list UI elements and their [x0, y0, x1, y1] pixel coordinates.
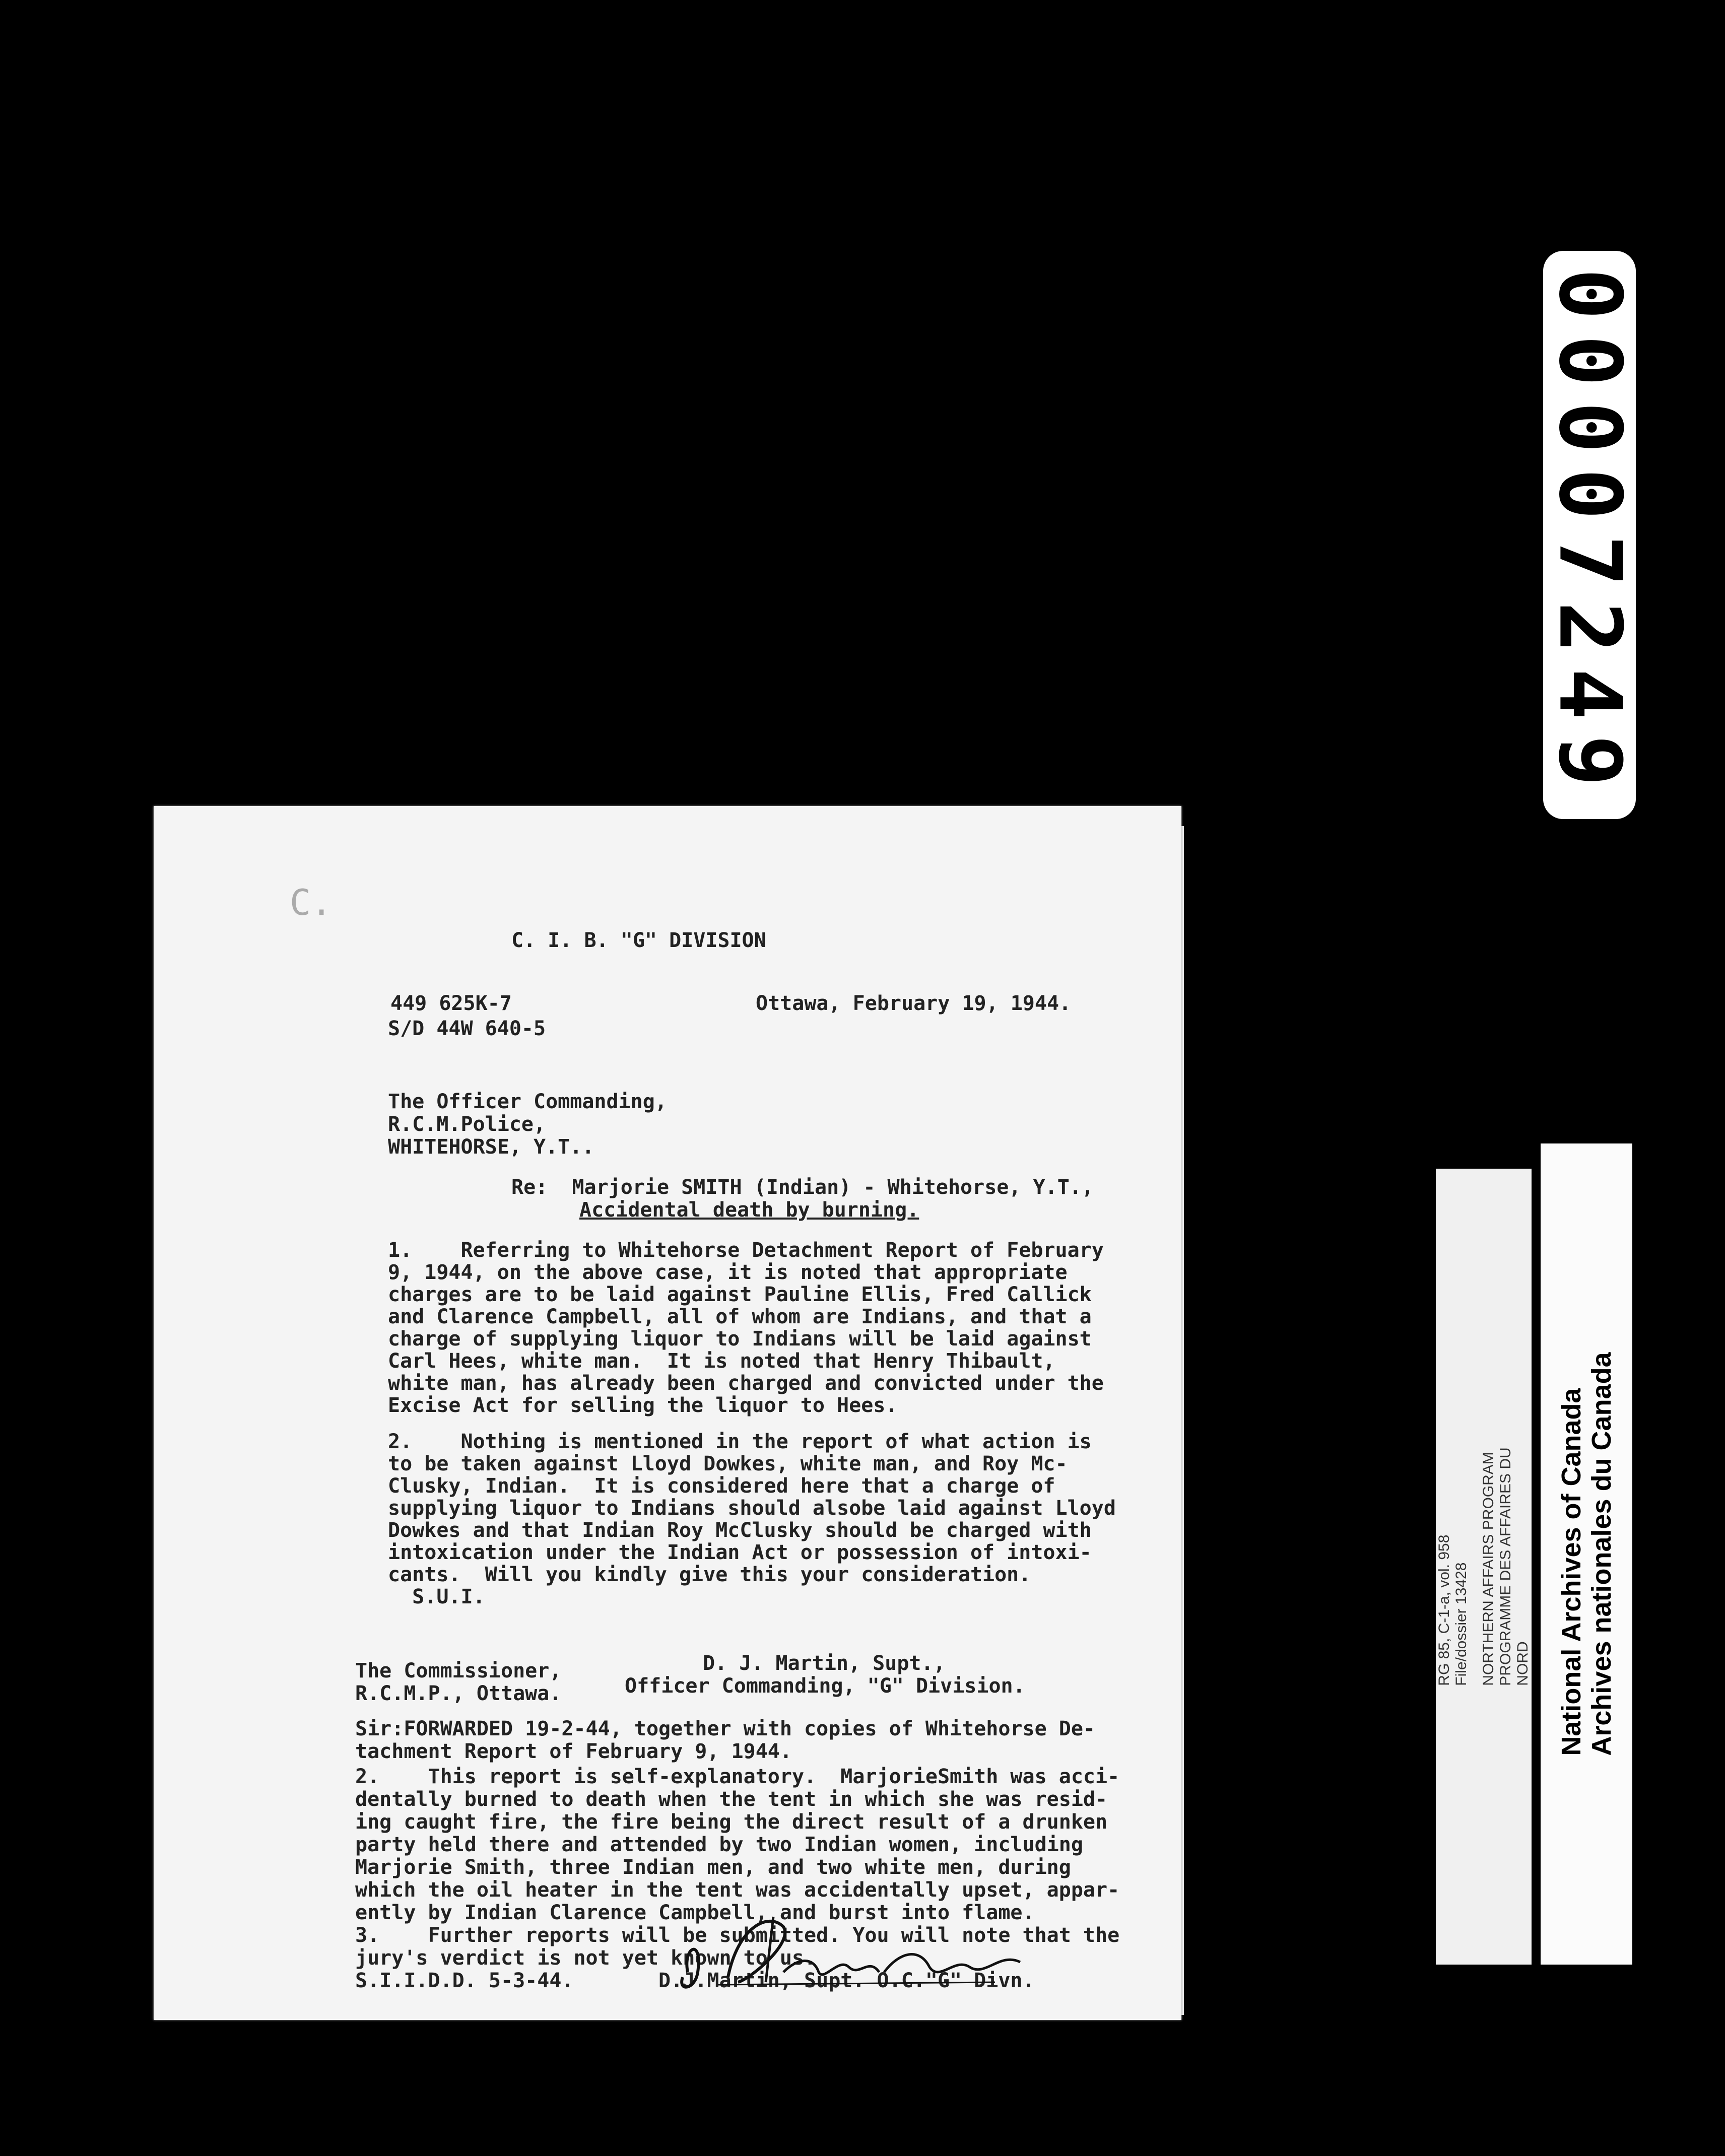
paragraph-line: and Clarence Campbell, all of whom are Indians, and that a: [388, 1305, 1092, 1328]
paragraph-line: S.I.I.D.D. 5-3-44. D.J.Martin, Supt. O.C."G" Divn.: [355, 1969, 1035, 1992]
recipient-line: R.C.M.P., Ottawa.: [355, 1682, 562, 1705]
paragraph-line: 2. Nothing is mentioned in the report of what action is: [388, 1430, 1092, 1453]
archive-name-line: Archives nationales du Canada: [1586, 1352, 1617, 1756]
paragraph-line: ently by Indian Clarence Campbell, and burst into flame.: [355, 1901, 1035, 1924]
paragraph-line: tachment Report of February 9, 1944.: [355, 1740, 792, 1763]
paragraph-line: party held there and attended by two Indian women, including: [355, 1833, 1083, 1856]
signer-line: D. J. Martin, Supt.,: [703, 1652, 946, 1675]
paragraph-line: S.U.I.: [388, 1585, 485, 1608]
paragraph-line: to be taken against Lloyd Dowkes, white man, and Roy Mc-: [388, 1452, 1068, 1475]
paragraph-line: Clusky, Indian. It is considered here that a charge of: [388, 1474, 1055, 1498]
document-header: C. I. B. "G" DIVISION: [511, 929, 766, 952]
program-line: NORD: [1514, 1641, 1531, 1686]
paragraph-line: ing caught fire, the fire being the direct result of a drunken: [355, 1810, 1108, 1834]
paragraph-line: jury's verdict is not yet known to us.: [355, 1946, 817, 1970]
addressee-line: R.C.M.Police,: [388, 1113, 546, 1136]
paragraph-line: cants. Will you kindly give this your consideration.: [388, 1563, 1031, 1586]
paragraph-line: supplying liquor to Indians should alsobe laid against Lloyd: [388, 1497, 1116, 1520]
paragraph-line: 2. This report is self-explanatory. MarjorieSmith was acci-: [355, 1765, 1120, 1788]
file-reference: 449 625K-7: [390, 992, 512, 1015]
program-line: PROGRAMME DES AFFAIRES DU: [1497, 1447, 1514, 1686]
subject-line: Re: Marjorie SMITH (Indian) - Whitehorse, Y.T.,: [511, 1176, 1094, 1199]
archive-reference-label: [1436, 1169, 1532, 1965]
frame-number-strip: [1540, 251, 1640, 819]
paragraph-line: white man, has already been charged and convicted under the: [388, 1372, 1104, 1395]
paragraph-line: dentally burned to death when the tent in which she was resid-: [355, 1788, 1108, 1811]
corner-mark: C.: [290, 882, 333, 923]
paragraph-line: 9, 1944, on the above case, it is noted that appropriate: [388, 1261, 1068, 1284]
paragraph-line: Marjorie Smith, three Indian men, and two white men, during: [355, 1856, 1071, 1879]
archives-canada-text: [1556, 1352, 1617, 1756]
addressee-line: The Officer Commanding,: [388, 1090, 667, 1113]
archive-name-line: National Archives of Canada: [1556, 1388, 1586, 1756]
frame-number: 00007249: [1540, 268, 1640, 802]
signer-line: Officer Commanding, "G" Division.: [625, 1674, 1025, 1698]
document-body: [154, 806, 1181, 2020]
subject-line-underlined: Accidental death by burning.: [579, 1198, 919, 1222]
archive-reference-line: RG 85, C-1-a, vol. 958: [1436, 1534, 1452, 1686]
recipient-line: The Commissioner,: [355, 1659, 562, 1682]
paragraph-line: Sir:FORWARDED 19-2-44, together with copies of Whitehorse De-: [355, 1717, 1096, 1740]
handwritten-signature: [668, 1897, 1030, 1997]
paragraph-line: 3. Further reports will be submitted. You will note that the: [355, 1924, 1120, 1947]
paragraph-line: Carl Hees, white man. It is noted that Henry Thibault,: [388, 1350, 1055, 1373]
paragraph-line: charges are to be laid against Pauline Ellis, Fred Callick: [388, 1283, 1092, 1306]
paragraph-line: Excise Act for selling the liquor to Hees.: [388, 1394, 898, 1417]
file-reference-secondary: S/D 44W 640-5: [388, 1017, 546, 1040]
document-page: [154, 806, 1181, 2020]
program-line: NORTHERN AFFAIRS PROGRAM: [1480, 1452, 1497, 1686]
paragraph-line: charge of supplying liquor to Indians will be laid against: [388, 1327, 1092, 1351]
paragraph-line: Dowkes and that Indian Roy McClusky should be charged with: [388, 1519, 1092, 1542]
archive-reference-line: File/dossier 13428: [1453, 1562, 1470, 1686]
place-date: Ottawa, February 19, 1944.: [756, 992, 1072, 1015]
archive-reference-text: [1436, 1447, 1532, 1686]
paragraph-line: which the oil heater in the tent was accidentally upset, appar-: [355, 1878, 1120, 1902]
archives-canada-label: [1541, 1143, 1632, 1965]
addressee-line: WHITEHORSE, Y.T..: [388, 1135, 594, 1159]
paragraph-line: intoxication under the Indian Act or possession of intoxi-: [388, 1541, 1092, 1564]
paragraph-line: 1. Referring to Whitehorse Detachment Report of February: [388, 1239, 1104, 1262]
